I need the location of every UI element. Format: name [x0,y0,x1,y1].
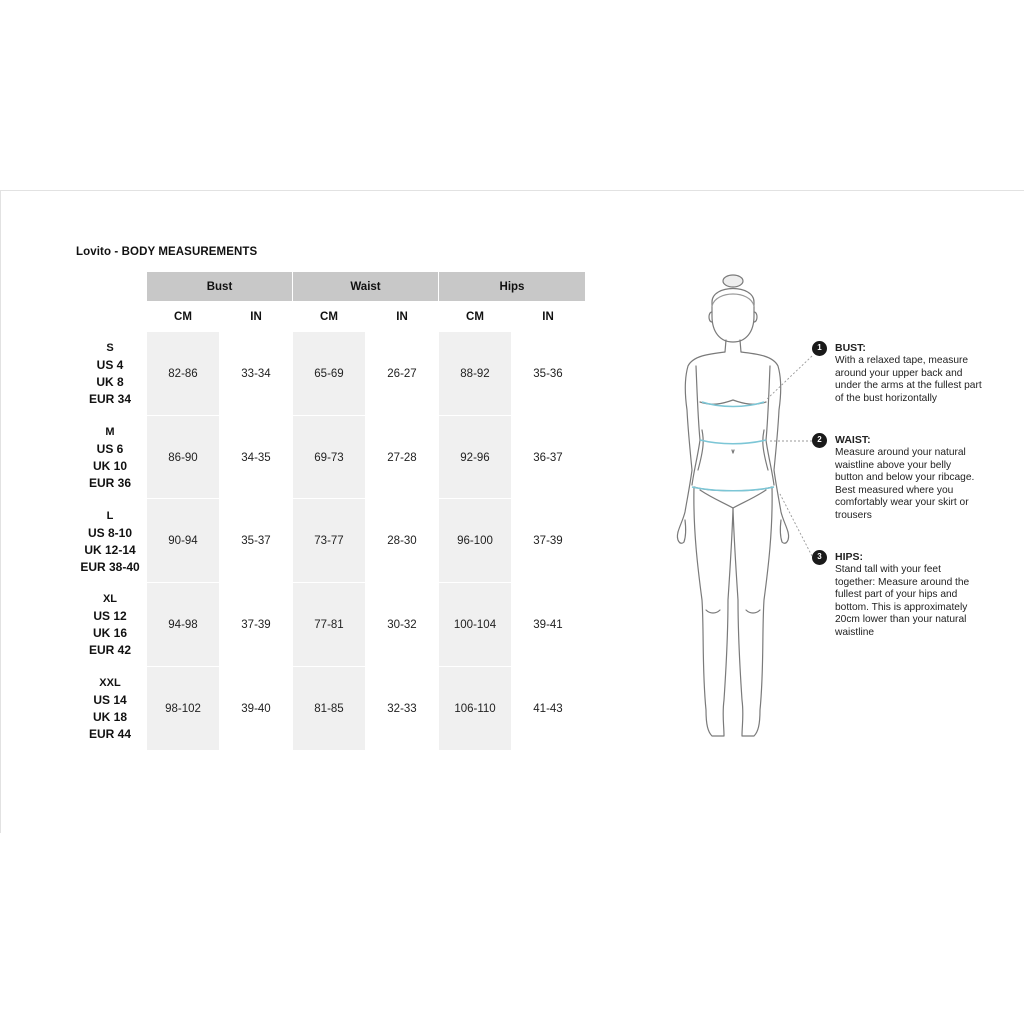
size-eur: EUR 36 [88,476,132,490]
header-waist: Waist [293,272,438,301]
size-eur: EUR 34 [88,392,132,406]
table-cell: 106-110 [454,702,496,715]
size-uk: UK 18 [92,710,127,724]
unit-header: IN [542,311,554,323]
note-hips [812,550,982,640]
size-uk: UK 12-14 [84,543,136,557]
table-cell: 92-96 [460,451,490,464]
size-label-xl [70,591,150,659]
size-label-xxl [70,675,150,743]
size-uk: UK 16 [92,626,127,640]
note-heading: BUST: [835,342,866,354]
table-cell: 28-30 [387,534,417,547]
table-cell: 96-100 [457,534,493,547]
female-figure-icon [660,270,820,745]
size-eur: EUR 38-40 [80,560,140,574]
table-cell: 35-36 [533,367,563,380]
unit-header: CM [320,311,338,323]
table-cell: 81-85 [314,702,344,715]
table-cell: 65-69 [314,367,344,380]
size-uk: UK 8 [96,375,124,389]
table-cell: 100-104 [453,618,497,631]
table-cell: 73-77 [314,534,344,547]
number-badge: 1 [812,341,827,356]
size-code: S [106,342,114,354]
unit-header: IN [250,311,262,323]
size-us: US 12 [93,609,127,623]
table-cell: 82-86 [168,367,198,380]
note-bust [812,341,982,405]
note-waist [812,433,982,523]
table-cell: 98-102 [165,702,201,715]
size-us: US 4 [96,358,124,372]
size-uk: UK 10 [92,459,127,473]
table-cell: 86-90 [168,451,198,464]
table-cell: 90-94 [168,534,198,547]
table-cell: 41-43 [533,702,563,715]
header-bust: Bust [147,272,292,301]
table-cell: 39-41 [533,618,563,631]
table-cell: 37-39 [533,534,563,547]
note-text: Measure around your natural waistline above your belly button and below your ribcage. Best measured where you comfortably wear your skirt or trousers [835,447,975,521]
table-cell: 26-27 [387,367,417,380]
table-cell: 77-81 [314,618,344,631]
number-badge: 2 [812,433,827,448]
table-cell: 39-40 [241,702,271,715]
size-code: XL [102,593,118,605]
table-cell: 69-73 [314,451,344,464]
size-code: M [105,426,115,438]
size-code: XXL [99,677,121,689]
page-title: Lovito - BODY MEASUREMENTS [76,246,258,258]
note-heading: HIPS: [835,551,864,563]
table-cell: 37-39 [241,618,271,631]
note-heading: WAIST: [835,434,871,446]
table-cell: 34-35 [241,451,271,464]
size-us: US 8-10 [87,526,133,540]
size-us: US 6 [96,442,124,456]
size-code: L [106,510,114,522]
table-cell: 27-28 [387,451,417,464]
size-label-s [70,340,150,408]
note-text: With a relaxed tape, measure around your upper back and under the arms at the fullest part of the bust horizontally [835,355,982,404]
table-cell: 32-33 [387,702,417,715]
size-label-m [70,424,150,492]
table-cell: 94-98 [168,618,198,631]
table-cell: 88-92 [460,367,490,380]
table-cell: 36-37 [533,451,563,464]
size-label-l [70,508,150,576]
unit-header: CM [466,311,484,323]
unit-header: CM [174,311,192,323]
size-eur: EUR 42 [88,643,132,657]
unit-header: IN [396,311,408,323]
number-badge: 3 [812,550,827,565]
table-cell: 33-34 [241,367,271,380]
table-cell: 30-32 [387,618,417,631]
note-text: Stand tall with your feet together: Measure around the fullest part of your hips and bottom. This is approximately 20cm lower than your natural waistline [835,564,970,638]
size-eur: EUR 44 [88,727,132,741]
header-hips: Hips [439,272,585,301]
table-cell: 35-37 [241,534,271,547]
size-us: US 14 [93,693,127,707]
